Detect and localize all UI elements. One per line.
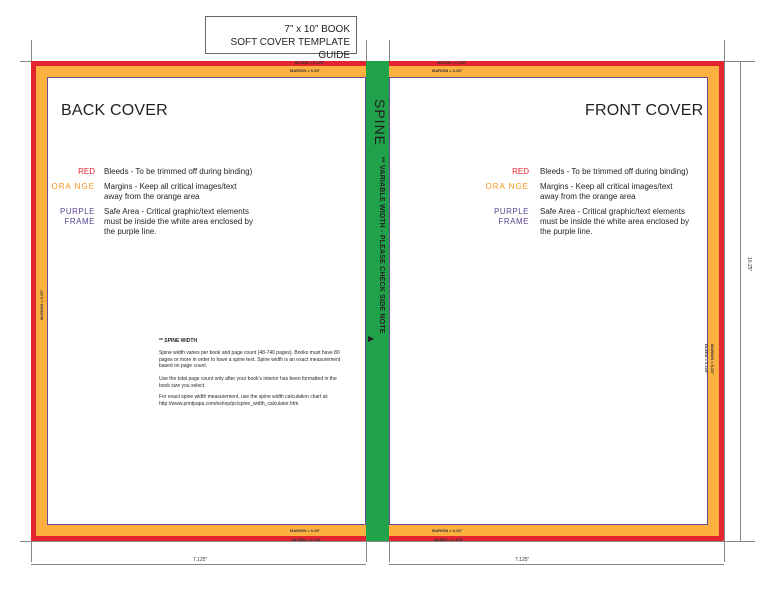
spine-title: SPINE xyxy=(372,98,388,146)
bleed-side-label-right: BLEED = 0.125" xyxy=(704,344,709,375)
width-dimension-line-back xyxy=(31,564,366,565)
bleed-bottom-label-back: BLEED = 0.125" xyxy=(292,537,323,542)
legend-key-red-front: RED xyxy=(512,167,529,176)
guide-line-right xyxy=(724,40,725,562)
legend-desc-red-front: Bleeds - To be trimmed off during binding) xyxy=(540,167,689,176)
front-cover-heading: FRONT COVER xyxy=(585,102,704,119)
bleed-top-label-front: BLEED = 0.125" xyxy=(437,60,468,65)
width-label-back: 7.125" xyxy=(193,557,208,563)
margin-side-label-left: MARGIN = 0.25" xyxy=(39,289,44,320)
bleed-top-label-back: BLEED = 0.125" xyxy=(295,60,326,65)
spine-variable-width-note: ** VARIABLE WIDTH - PLEASE CHECK SIDE NOTE xyxy=(378,157,385,334)
spine-width-note-p3: For exact spine width measurement, use the spine width calculation chart at: http://www.printpapa.com/eshop/pc/spine_width_calculator.htm xyxy=(159,394,329,407)
spine-width-note-p1: Spine width varies per book and page count (48-740 pages). Books must have 80 pages or more in order to have a spine text. Spine width is an exact measurement based on page count. xyxy=(159,350,341,369)
legend-desc-orange-front: Margins - Keep all critical images/text away from the orange area xyxy=(540,182,673,201)
legend-desc-red: Bleeds - To be trimmed off during binding) xyxy=(104,167,253,176)
title-line-2: SOFT COVER TEMPLATE GUIDE xyxy=(230,37,350,61)
legend-key-orange-front: ORA NGE xyxy=(485,182,529,191)
margin-top-label-front: MARGIN = 0.25" xyxy=(432,68,463,73)
legend-key-purple: PURPLE FRAME xyxy=(59,207,95,226)
margin-side-label-right: MARGIN = 0.25" xyxy=(710,344,715,375)
margin-bottom-label-back: MARGIN = 0.25" xyxy=(290,528,321,533)
margin-bottom-label-front: MARGIN = 0.25" xyxy=(432,528,463,533)
margin-top-label-back: MARGIN = 0.25" xyxy=(290,68,321,73)
spine-bleed-bottom xyxy=(366,525,389,541)
spine-bleed-top xyxy=(366,61,389,77)
front-cover-safe-area xyxy=(389,77,708,525)
legend-key-purple-front: PURPLE FRAME xyxy=(493,207,529,226)
legend-desc-purple-front: Safe Area - Critical graphic/text elements must be inside the white area enclosed by the purple line. xyxy=(540,207,689,236)
spine-width-note-p2: Use the total page count only after your book's interior has been formatted in the book size you select. xyxy=(159,376,337,389)
right-arrow-icon: ▶ xyxy=(368,334,375,343)
back-cover-safe-area xyxy=(47,77,366,525)
guide-line-bottom xyxy=(20,541,755,542)
height-label: 10.25" xyxy=(746,257,752,272)
back-cover-heading: BACK COVER xyxy=(61,102,168,119)
title-box xyxy=(205,16,357,61)
width-dimension-line-front xyxy=(389,564,724,565)
legend-key-orange: ORA NGE xyxy=(51,182,95,191)
height-dimension-line xyxy=(740,61,741,541)
bleed-bottom-label-front: BLEED = 0.125" xyxy=(434,537,465,542)
spine-width-note-title: ** SPINE WIDTH xyxy=(159,338,198,344)
title-line-1: 7” x 10” BOOK xyxy=(284,24,350,35)
legend-desc-orange: Margins - Keep all critical images/text away from the orange area xyxy=(104,182,237,201)
legend-desc-purple: Safe Area - Critical graphic/text elements must be inside the white area enclosed by the purple line. xyxy=(104,207,253,236)
width-label-front: 7.125" xyxy=(515,557,530,563)
legend-key-red: RED xyxy=(78,167,95,176)
